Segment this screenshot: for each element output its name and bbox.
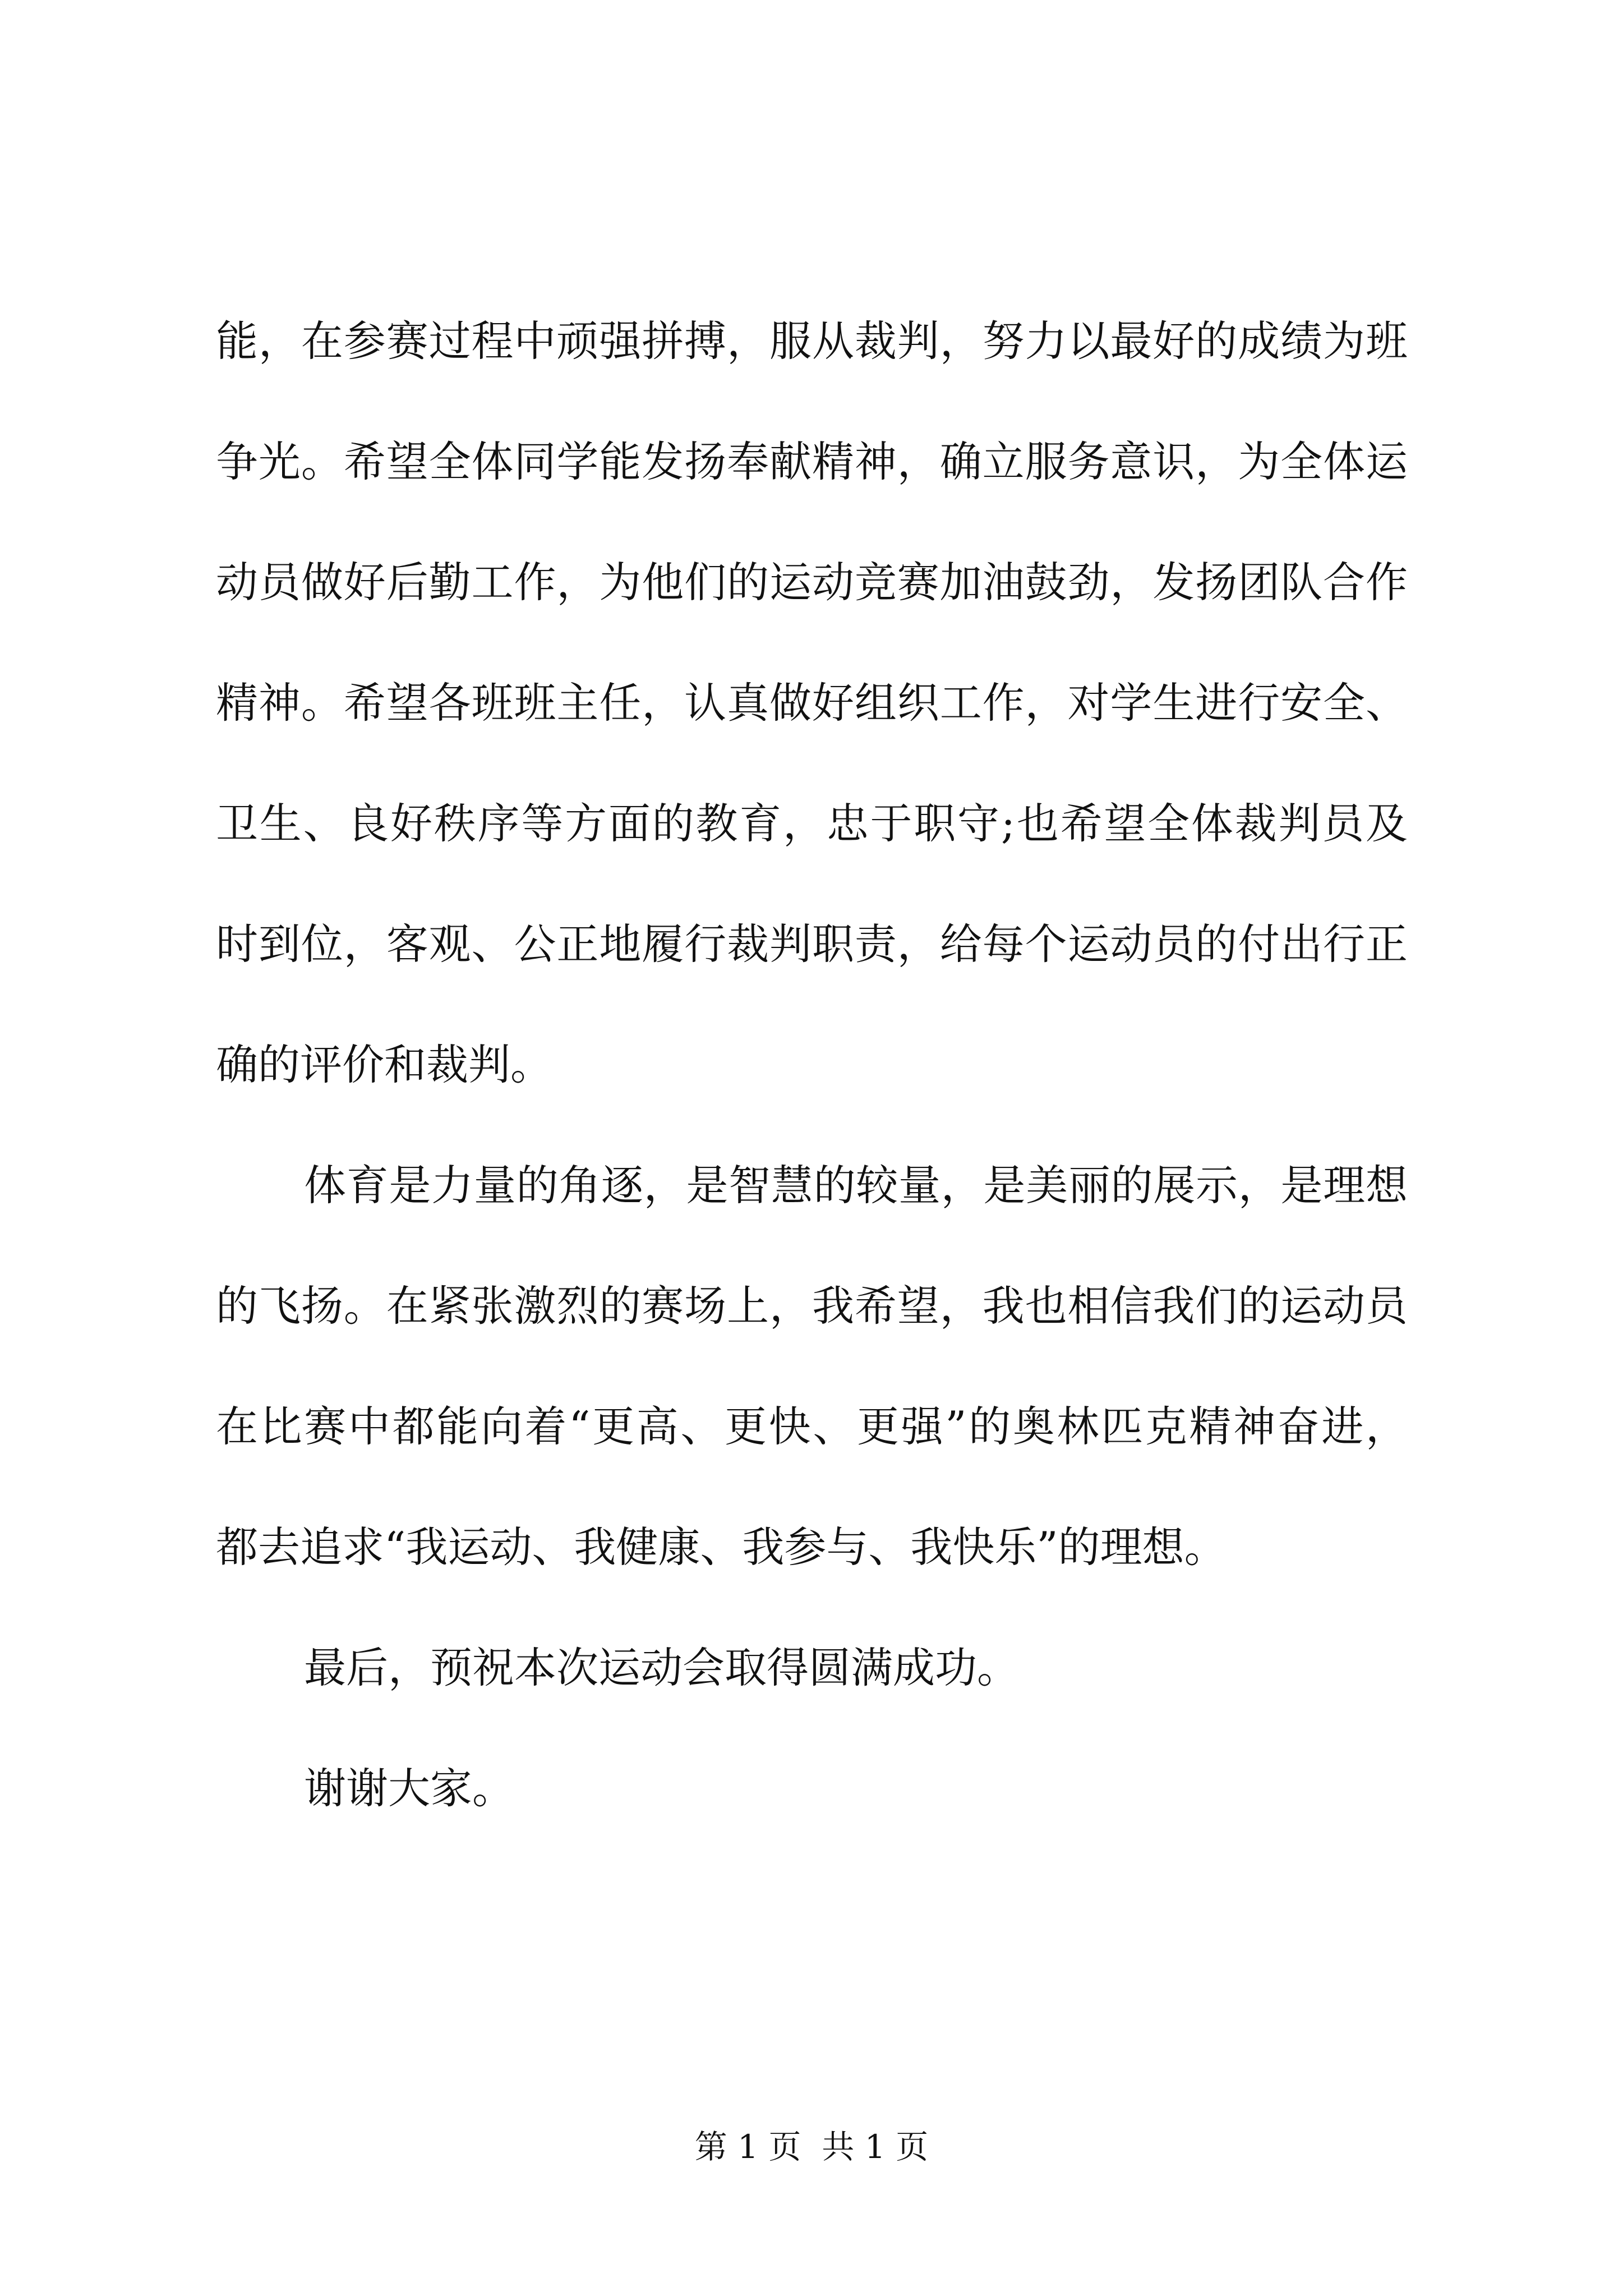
text-line bbox=[0, 1279, 1623, 1333]
text-line-content: 精神。希望各班班主任，认真做好组织工作，对学生进行安全、 bbox=[216, 678, 1408, 728]
text-line-content: 卫生、良好秩序等方面的教育，忠于职守;也希望全体裁判员及 bbox=[216, 799, 1408, 848]
text-line bbox=[0, 435, 1623, 489]
paragraph-first-line: 最后，预祝本次运动会取得圆满成功。 bbox=[304, 1643, 1020, 1692]
text-line-content: 确的评价和裁判。 bbox=[216, 1040, 553, 1089]
text-line bbox=[0, 797, 1623, 850]
text-line bbox=[0, 1038, 1623, 1092]
text-line bbox=[0, 1761, 1623, 1815]
text-line-content: 都去追求“我运动、我健康、我参与、我快乐”的理想。 bbox=[216, 1522, 1227, 1572]
paragraph-first-line: 谢谢大家。 bbox=[304, 1764, 515, 1813]
text-line bbox=[0, 1520, 1623, 1574]
text-line-content: 动员做好后勤工作，为他们的运动竞赛加油鼓劲，发扬团队合作 bbox=[216, 558, 1408, 607]
page-footer bbox=[0, 2127, 1623, 2166]
text-line-content: 在比赛中都能向着“更高、更快、更强”的奥林匹克精神奋进， bbox=[216, 1402, 1408, 1451]
text-line-content: 时到位，客观、公正地履行裁判职责，给每个运动员的付出行正 bbox=[216, 919, 1408, 969]
text-line-content: 能，在参赛过程中顽强拼搏，服从裁判，努力以最好的成绩为班 bbox=[216, 316, 1408, 366]
text-line bbox=[0, 917, 1623, 971]
text-line bbox=[0, 1158, 1623, 1212]
paragraph-first-line: 体育是力量的角逐，是智慧的较量，是美丽的展示，是理想 bbox=[304, 1161, 1408, 1210]
text-line-content: 争光。希望全体同学能发扬奉献精神，确立服务意识，为全体运 bbox=[216, 437, 1408, 486]
text-line bbox=[0, 314, 1623, 368]
text-line bbox=[0, 676, 1623, 730]
page-number-label: 第 1 页 共 1 页 bbox=[694, 2128, 929, 2166]
text-line bbox=[0, 555, 1623, 609]
text-line-content: 的飞扬。在紧张激烈的赛场上，我希望，我也相信我们的运动员 bbox=[216, 1281, 1408, 1331]
text-line bbox=[0, 1641, 1623, 1695]
text-line bbox=[0, 1400, 1623, 1453]
